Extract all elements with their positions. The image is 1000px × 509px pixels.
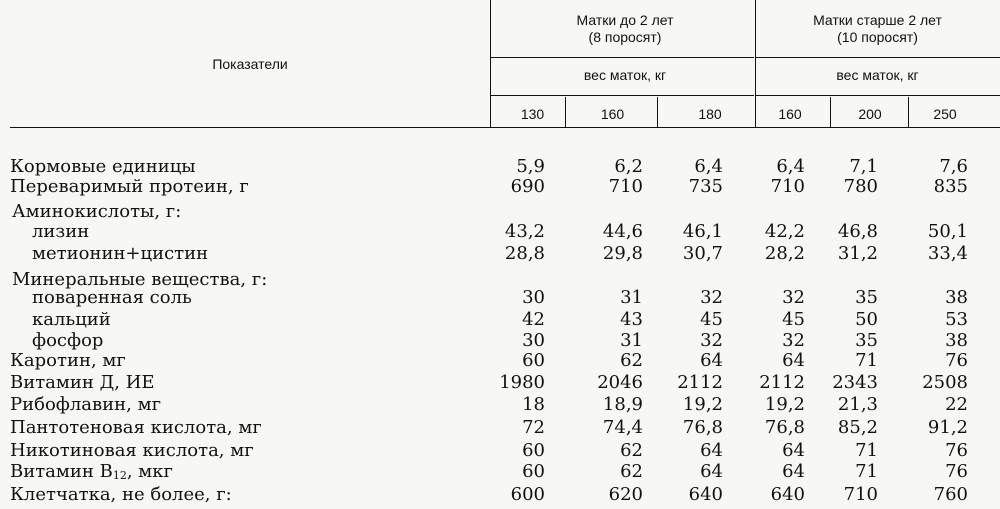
weight-col-2: 160 bbox=[600, 106, 625, 122]
table-cell: 32 bbox=[700, 330, 723, 351]
weight-sep-2 bbox=[657, 97, 658, 127]
table-cell: 64 bbox=[700, 461, 723, 482]
weight-col-1: 130 bbox=[520, 106, 545, 122]
row-label-text: метионин+цистин bbox=[32, 243, 209, 264]
table-cell: 76 bbox=[945, 440, 968, 461]
row-label bbox=[10, 395, 161, 415]
table-cell: 50 bbox=[855, 309, 878, 330]
table-cell: 60 bbox=[522, 350, 545, 371]
table-cell: 35 bbox=[855, 287, 878, 308]
row-label bbox=[32, 310, 111, 330]
weight-sep-3 bbox=[830, 97, 831, 127]
table-cell: 53 bbox=[945, 309, 968, 330]
table-cell: 760 bbox=[933, 484, 968, 505]
header-bottom-rule bbox=[10, 127, 1000, 128]
table-cell: 710 bbox=[608, 176, 643, 197]
table-cell: 50,1 bbox=[927, 221, 968, 242]
table-cell: 31 bbox=[620, 287, 643, 308]
table-cell: 7,6 bbox=[939, 156, 968, 177]
table-cell: 46,1 bbox=[682, 221, 723, 242]
row-label-text: Никотиновая кислота, мг bbox=[10, 440, 254, 461]
row-label-text: Аминокислоты, г: bbox=[12, 201, 182, 222]
header-divider-main bbox=[490, 0, 491, 127]
table-cell: 6,4 bbox=[776, 156, 805, 177]
table-cell: 44,6 bbox=[602, 221, 643, 242]
table-cell: 780 bbox=[843, 176, 878, 197]
table-cell: 31 bbox=[620, 330, 643, 351]
table-cell: 30 bbox=[522, 287, 545, 308]
row-label bbox=[10, 157, 196, 177]
table-cell: 62 bbox=[620, 350, 643, 371]
table-cell: 64 bbox=[782, 440, 805, 461]
table-cell: 43 bbox=[620, 309, 643, 330]
row-label bbox=[32, 288, 192, 308]
table-cell: 1980 bbox=[499, 372, 545, 393]
table-cell: 76 bbox=[945, 350, 968, 371]
table-cell: 2046 bbox=[597, 372, 643, 393]
table-cell: 62 bbox=[620, 440, 643, 461]
table-cell: 42,2 bbox=[764, 221, 805, 242]
table-cell: 91,2 bbox=[927, 417, 968, 438]
table-cell: 71 bbox=[855, 440, 878, 461]
row-label-text: лизин bbox=[32, 221, 90, 242]
table-cell: 6,2 bbox=[614, 156, 643, 177]
table-cell: 60 bbox=[522, 461, 545, 482]
row-label bbox=[10, 351, 126, 371]
table-cell: 31,2 bbox=[837, 243, 878, 264]
table-cell: 62 bbox=[620, 461, 643, 482]
row-label bbox=[10, 485, 232, 505]
row-label bbox=[32, 222, 89, 242]
table-cell: 46,8 bbox=[837, 221, 878, 242]
row-label-text: фосфор bbox=[32, 330, 104, 351]
weight-sep-4 bbox=[908, 97, 909, 127]
table-cell: 32 bbox=[700, 287, 723, 308]
table-cell: 710 bbox=[843, 484, 878, 505]
table-cell: 33,4 bbox=[927, 243, 968, 264]
table-cell: 2112 bbox=[759, 372, 805, 393]
table-cell: 72 bbox=[522, 417, 545, 438]
table-cell: 835 bbox=[933, 176, 968, 197]
table-cell: 2343 bbox=[832, 372, 878, 393]
table-cell: 28,8 bbox=[504, 243, 545, 264]
row-label bbox=[32, 244, 208, 264]
group1-subtitle: (8 поросят) bbox=[588, 29, 662, 45]
weight-rule-2 bbox=[756, 95, 1000, 96]
table-cell: 64 bbox=[782, 461, 805, 482]
row-label bbox=[10, 418, 262, 438]
table-cell: 22 bbox=[945, 394, 968, 415]
table-cell: 64 bbox=[700, 440, 723, 461]
table-cell: 28,2 bbox=[764, 243, 805, 264]
table-cell: 76 bbox=[945, 461, 968, 482]
table-cell: 18 bbox=[522, 394, 545, 415]
table-cell: 43,2 bbox=[504, 221, 545, 242]
weight-label-2: вес маток, кг bbox=[836, 67, 919, 83]
table-cell: 5,9 bbox=[516, 156, 545, 177]
weight-sep-1 bbox=[565, 97, 566, 127]
row-label-text: Минеральные вещества, г: bbox=[12, 269, 268, 290]
row-label bbox=[10, 373, 155, 393]
table-cell: 64 bbox=[700, 350, 723, 371]
row-label-text: поваренная соль bbox=[32, 287, 192, 308]
weight-col-5: 200 bbox=[858, 106, 882, 122]
table-cell: 710 bbox=[770, 176, 805, 197]
table-cell: 45 bbox=[700, 309, 723, 330]
table-cell: 640 bbox=[770, 484, 805, 505]
table-cell: 45 bbox=[782, 309, 805, 330]
row-label-text: Витамин Д, ИЕ bbox=[10, 372, 155, 393]
table-cell: 71 bbox=[855, 461, 878, 482]
table-cell: 32 bbox=[782, 287, 805, 308]
row-label-text: кальций bbox=[32, 309, 111, 330]
table-cell: 30,7 bbox=[682, 243, 723, 264]
row-label-suffix: , мкг bbox=[126, 461, 173, 482]
table-cell: 30 bbox=[522, 330, 545, 351]
row-label bbox=[32, 331, 103, 351]
table-cell: 42 bbox=[522, 309, 545, 330]
table-cell: 76,8 bbox=[682, 417, 723, 438]
row-label bbox=[10, 177, 249, 197]
group-rule-2 bbox=[756, 57, 1000, 58]
row-label-text: Переваримый протеин, г bbox=[10, 176, 249, 197]
indicators-header: Показатели bbox=[212, 56, 288, 72]
group2-title: Матки старше 2 лет bbox=[813, 12, 942, 28]
table-cell: 64 bbox=[782, 350, 805, 371]
table-cell: 19,2 bbox=[764, 394, 805, 415]
table-cell: 38 bbox=[945, 287, 968, 308]
weight-rule-1 bbox=[491, 95, 754, 96]
table-cell: 620 bbox=[608, 484, 643, 505]
row-label-text: Витамин B bbox=[10, 461, 113, 482]
row-label-text: Клетчатка, не более, г: bbox=[10, 484, 232, 505]
row-label bbox=[12, 202, 181, 222]
row-label bbox=[10, 462, 173, 482]
table-cell: 38 bbox=[945, 330, 968, 351]
group1-title: Матки до 2 лет bbox=[576, 12, 674, 28]
group2-subtitle: (10 поросят) bbox=[837, 29, 918, 45]
table-cell: 640 bbox=[688, 484, 723, 505]
table-cell: 60 bbox=[522, 440, 545, 461]
table-cell: 735 bbox=[688, 176, 723, 197]
row-label-subscript: 12 bbox=[112, 469, 127, 482]
weight-col-3: 180 bbox=[698, 106, 722, 122]
table-cell: 2112 bbox=[677, 372, 723, 393]
row-label bbox=[10, 441, 254, 461]
row-label-text: Кормовые единицы bbox=[10, 156, 196, 177]
header-divider-groups bbox=[755, 0, 756, 127]
row-label-text: Пантотеновая кислота, мг bbox=[10, 417, 262, 438]
row-label-text: Рибофлавин, мг bbox=[10, 394, 162, 415]
weight-col-4: 160 bbox=[778, 106, 802, 122]
table-cell: 19,2 bbox=[682, 394, 723, 415]
table-cell: 2508 bbox=[922, 372, 968, 393]
weight-col-6: 250 bbox=[933, 106, 957, 122]
table-cell: 85,2 bbox=[837, 417, 878, 438]
group-rule-1 bbox=[491, 57, 754, 58]
table-cell: 71 bbox=[855, 350, 878, 371]
table-cell: 32 bbox=[782, 330, 805, 351]
table-cell: 29,8 bbox=[602, 243, 643, 264]
table-cell: 6,4 bbox=[694, 156, 723, 177]
table-cell: 21,3 bbox=[837, 394, 878, 415]
table-cell: 76,8 bbox=[764, 417, 805, 438]
table-cell: 600 bbox=[510, 484, 545, 505]
table-cell: 7,1 bbox=[849, 156, 878, 177]
table-cell: 35 bbox=[855, 330, 878, 351]
table-cell: 690 bbox=[510, 176, 545, 197]
row-label-text: Каротин, мг bbox=[10, 350, 126, 371]
weight-label-1: вес маток, кг bbox=[583, 67, 667, 83]
table-cell: 74,4 bbox=[602, 417, 643, 438]
table-cell: 18,9 bbox=[602, 394, 643, 415]
